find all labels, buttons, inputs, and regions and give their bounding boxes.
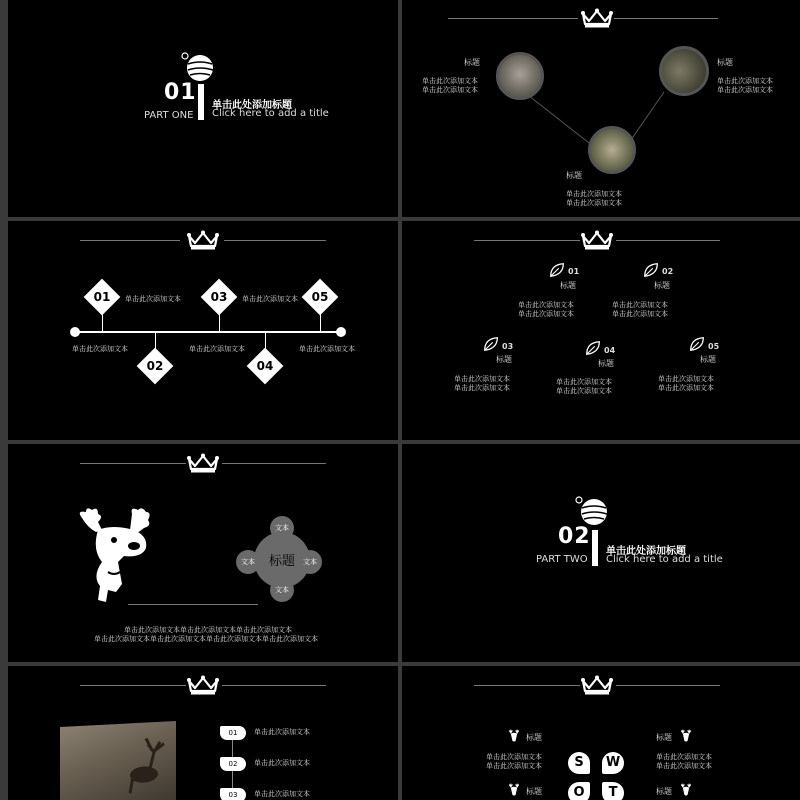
swot-label: 标题 [656,787,672,796]
item-text: 单击此次添加文本 [658,375,714,383]
leaf-icon [642,261,660,279]
swot-t-tile[interactable]: T [602,782,624,800]
divider-bar [592,530,598,566]
item-number: 04 [604,346,616,355]
item-label: 标题 [496,355,512,364]
item-text: 单击此次添加文本 [717,77,773,85]
leaf-icon [548,261,566,279]
slide-moose-diagram[interactable] [8,444,398,662]
part-number: 01 [164,80,197,105]
header-line-left [80,463,186,464]
item-text: 单击此次添加文本 [566,190,622,198]
deer-photo-bottom [588,126,636,174]
swot-text: 单击此次添加文本 [656,762,712,770]
timeline-text: 单击此次添加文本 [125,295,181,303]
body-text: 单击此次添加文本单击此次添加文本单击此次添加文本单击此次添加文本 [94,635,318,643]
slide-photo-list[interactable] [8,666,398,800]
deer-photo-right [659,46,709,96]
deer-photo-left [496,52,544,100]
leaf-icon [688,335,706,353]
swot-o-tile[interactable]: O [568,782,590,800]
item-text: 单击此次添加文本 [658,384,714,392]
slide-triangle-photos[interactable] [402,0,800,217]
swot-text: 单击此次添加文本 [656,753,712,761]
item-text: 单击此次添加文本 [612,310,668,318]
item-label: 标题 [560,281,576,290]
list-text: 单击此次添加文本 [254,759,310,767]
header-line-right [224,240,326,241]
timeline-number: 01 [93,290,111,304]
list-text: 单击此次添加文本 [254,790,310,798]
item-number: 03 [502,342,514,351]
item-label: 标题 [717,58,733,67]
item-label: 标题 [464,58,480,67]
moose-illustration-icon [72,506,162,606]
part-title: 单击此处添加标题 [212,100,292,111]
item-text: 单击此次添加文本 [556,387,612,395]
slide-leaf-items[interactable] [402,221,800,440]
center-label: 标题 [268,554,295,569]
list-number: 01 [220,726,246,740]
part-name: PART ONE [144,110,194,121]
divider-bar [198,84,204,120]
item-text: 单击此次添加文本 [612,301,668,309]
header-line-left [474,240,580,241]
part-number: 02 [558,524,591,549]
crown-icon [186,675,220,695]
item-text: 单击此次添加文本 [454,384,510,392]
timeline-line [74,331,342,333]
item-label: 标题 [700,355,716,364]
item-number: 05 [708,342,720,351]
crown-icon [186,453,220,473]
leaf-icon [482,335,500,353]
header-line-right [616,240,720,241]
petal-right[interactable]: 文本 [298,550,322,574]
item-text: 单击此次添加文本 [518,301,574,309]
part-name: PART TWO [536,554,588,565]
item-text: 单击此次添加文本 [556,378,612,386]
timeline-text: 单击此次添加文本 [72,345,128,353]
slide-swot[interactable] [402,666,800,800]
slide-part-two[interactable] [402,444,800,662]
item-label: 标题 [654,281,670,290]
swot-label: 标题 [656,733,672,742]
triangle-lines [402,0,800,217]
timeline-text: 单击此次添加文本 [299,345,355,353]
petal-bottom[interactable]: 文本 [270,578,294,602]
part-subtitle: Click here to add a title [212,108,329,119]
body-text: 单击此次添加文本单击此次添加文本单击此次添加文本 [124,626,292,634]
crown-icon [580,675,614,695]
swot-text: 单击此次添加文本 [486,762,542,770]
crown-icon [580,230,614,250]
list-number: 03 [220,788,246,800]
swot-s-tile[interactable]: S [568,752,590,774]
swot-label: 标题 [526,733,542,742]
crown-icon [186,230,220,250]
timeline-start-dot [70,327,80,337]
header-line-left [474,685,580,686]
part-subtitle: Click here to add a title [606,554,723,565]
petal-left[interactable]: 文本 [236,550,260,574]
header-line-left [80,685,186,686]
list-number: 02 [220,757,246,771]
timeline-number: 05 [311,290,329,304]
item-text: 单击此次添加文本 [566,199,622,207]
deer-head-icon [678,728,694,744]
item-label: 标题 [598,359,614,368]
item-text: 单击此次添加文本 [422,77,478,85]
header-line-left [80,240,180,241]
header-line-right [222,463,326,464]
swot-label: 标题 [526,787,542,796]
header-line-right [222,685,326,686]
part-title: 单击此处添加标题 [606,546,686,557]
timeline-text: 单击此次添加文本 [189,345,245,353]
timeline-number: 04 [256,359,274,373]
deer-head-icon [678,782,694,798]
slide-timeline[interactable] [8,221,398,440]
item-number: 01 [568,267,580,276]
item-text: 单击此次添加文本 [422,86,478,94]
timeline-number: 02 [146,359,164,373]
deer-head-icon [506,782,522,798]
deer-head-icon [506,728,522,744]
list-text: 单击此次添加文本 [254,728,310,736]
timeline-end-dot [336,327,346,337]
divider-line [128,604,258,605]
header-line-right [616,685,720,686]
swot-w-tile[interactable]: W [602,752,624,774]
item-text: 单击此次添加文本 [454,375,510,383]
slide-part-one[interactable] [8,0,398,217]
petal-top[interactable]: 文本 [270,516,294,540]
item-number: 02 [662,267,674,276]
timeline-text: 单击此次添加文本 [242,295,298,303]
deer-photo [60,721,176,800]
leaf-icon [584,339,602,357]
deer-silhouette-icon [60,721,176,800]
item-text: 单击此次添加文本 [518,310,574,318]
swot-text: 单击此次添加文本 [486,753,542,761]
item-text: 单击此次添加文本 [717,86,773,94]
timeline-number: 03 [210,290,228,304]
item-label: 标题 [566,171,582,180]
